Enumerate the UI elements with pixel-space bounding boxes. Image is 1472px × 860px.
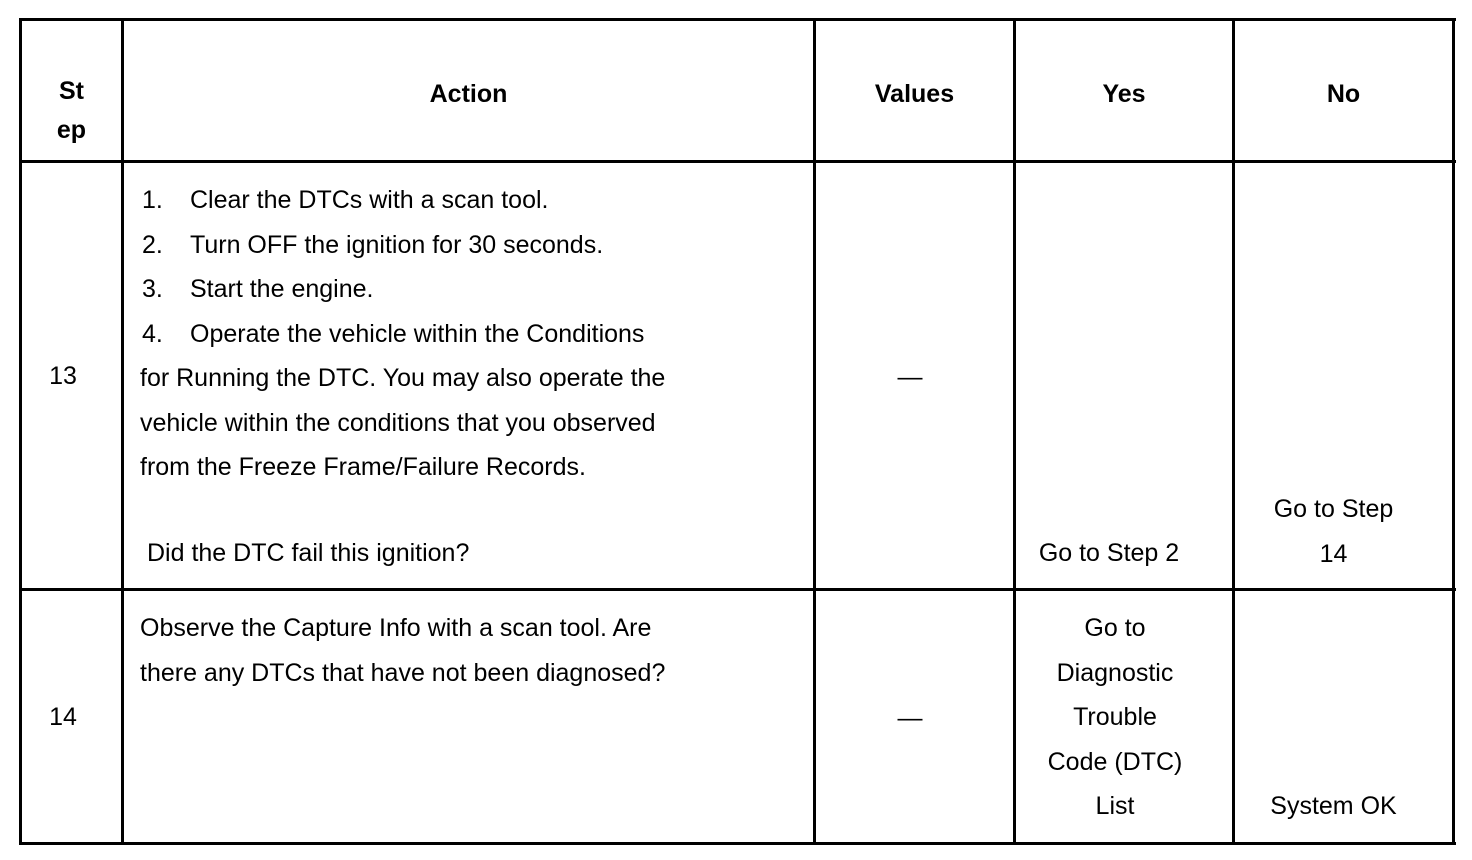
row-13-action xyxy=(140,178,810,490)
step-number: 13 xyxy=(49,362,77,390)
header-no xyxy=(1235,72,1452,117)
no-result-line-2: 14 xyxy=(1319,539,1348,568)
column-divider-yes-no xyxy=(1232,18,1235,845)
action-continuation-1: for Running the DTC. You may also operate the xyxy=(140,364,666,392)
header-yes-label: Yes xyxy=(1102,80,1146,108)
yes-result-line-2: Diagnostic xyxy=(1056,658,1174,687)
action-step-2: 2. Turn OFF the ignition for 30 seconds. xyxy=(142,230,604,259)
row-13-yes xyxy=(1016,531,1202,576)
action-line-2: there any DTCs that have not been diagnosed? xyxy=(140,658,666,687)
row-13-values xyxy=(816,355,1004,400)
action-continuation-2: vehicle within the conditions that you observed xyxy=(140,408,656,437)
row-14-step xyxy=(22,695,104,740)
row-13-step xyxy=(22,354,104,399)
yes-result-line-3: Trouble xyxy=(1073,703,1157,731)
row-14-action xyxy=(140,606,810,695)
action-step-1: 1. Clear the DTCs with a scan tool. xyxy=(142,186,549,214)
values-dash: — xyxy=(897,363,923,391)
table-border-top xyxy=(19,18,1456,21)
action-line-1: Observe the Capture Info with a scan tool. Are xyxy=(140,614,652,642)
header-values-label: Values xyxy=(874,80,955,108)
action-question: Did the DTC fail this ignition? xyxy=(147,539,470,567)
table-border-right xyxy=(1452,18,1455,845)
table-border-bottom xyxy=(19,842,1456,845)
header-step xyxy=(22,72,121,150)
action-continuation-3: from the Freeze Frame/Failure Records. xyxy=(140,453,586,481)
row-13-divider xyxy=(19,588,1456,591)
action-step-4: 4. Operate the vehicle within the Conditions xyxy=(142,319,645,348)
column-divider-step-action xyxy=(121,18,124,845)
yes-result-line-5: List xyxy=(1095,792,1135,820)
no-result-line-1: Go to Step xyxy=(1273,495,1394,523)
header-step-label xyxy=(22,72,121,150)
header-values xyxy=(816,72,1013,117)
step-number: 14 xyxy=(49,703,77,731)
header-yes xyxy=(1016,72,1232,117)
no-result: System OK xyxy=(1270,792,1397,820)
row-13-no xyxy=(1235,487,1432,576)
header-step-line-1: St xyxy=(59,77,84,105)
row-14-yes xyxy=(1016,606,1214,829)
yes-result-line-1: Go to xyxy=(1084,614,1146,642)
header-row-divider xyxy=(19,160,1456,163)
row-14-values xyxy=(816,696,1004,741)
header-step-line-2: ep xyxy=(56,116,87,144)
row-14-no xyxy=(1235,784,1432,829)
row-13-question xyxy=(147,531,807,576)
values-dash: — xyxy=(897,704,923,732)
action-step-3: 3. Start the engine. xyxy=(142,275,374,303)
header-action xyxy=(124,72,813,117)
header-no-label: No xyxy=(1326,80,1361,108)
yes-result: Go to Step 2 xyxy=(1038,539,1180,567)
yes-result-line-4: Code (DTC) xyxy=(1047,747,1183,776)
header-action-label: Action xyxy=(429,80,508,108)
